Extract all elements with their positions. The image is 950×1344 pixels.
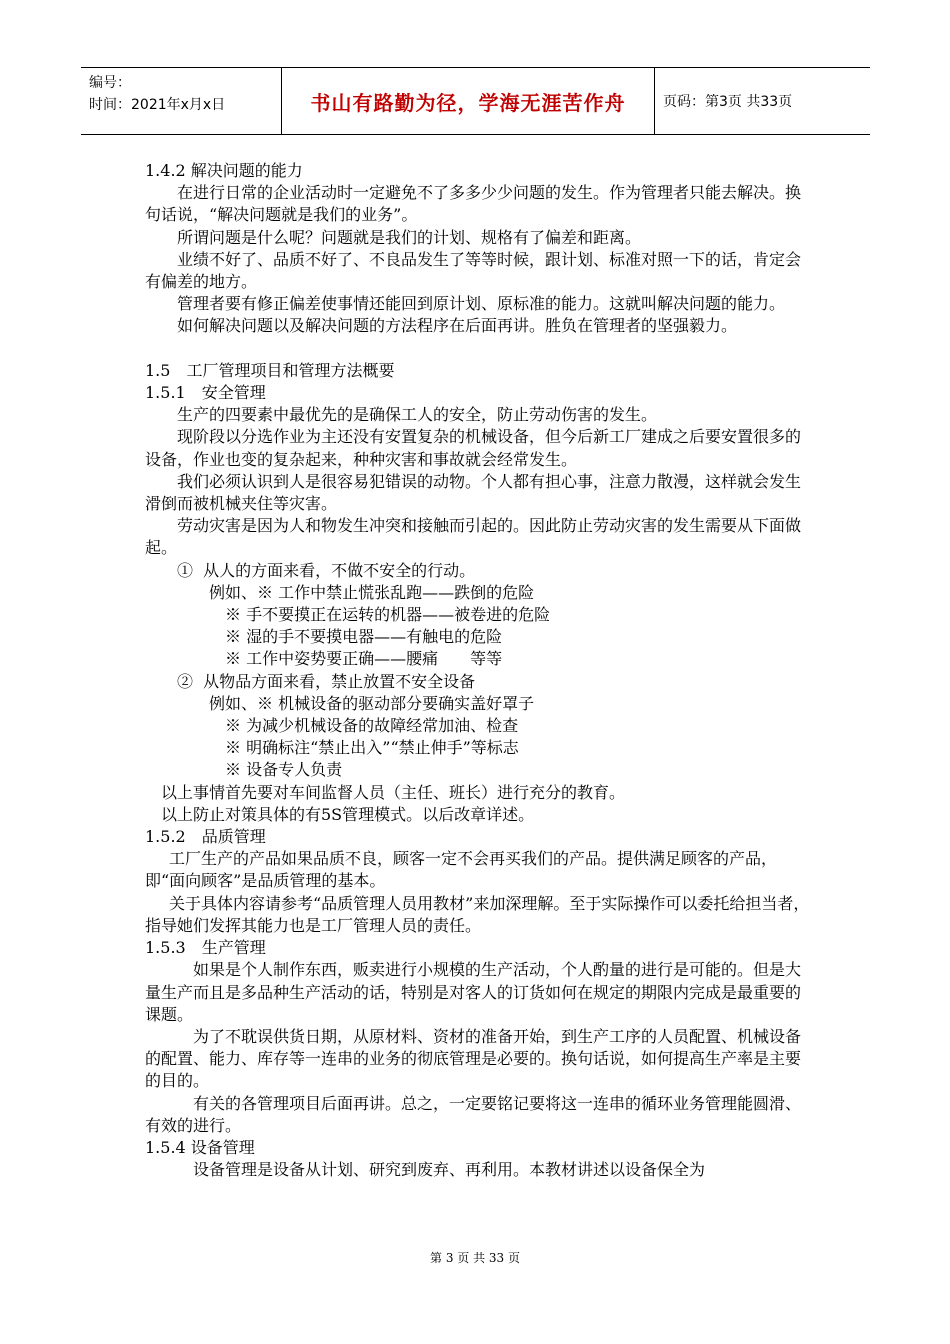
list-item: ※ 工作中姿势要正确——腰痛 等等 xyxy=(225,649,503,669)
header-page-info-cell xyxy=(655,68,870,134)
paragraph: 以上事情首先要对车间监督人员（主任、班长）进行充分的教育。 xyxy=(161,782,626,802)
paragraph: 如何解决问题以及解决问题的方法程序在后面再讲。胜负在管理者的坚强毅力。 xyxy=(177,316,738,336)
list-item: 例如、※ 机械设备的驱动部分要确实盖好罩子 xyxy=(209,693,535,713)
paragraph: 所谓问题是什么呢？问题就是我们的计划、规格有了偏差和距离。 xyxy=(177,227,642,247)
paragraph: 如果是个人制作东西，贩卖进行小规模的生产活动，个人酌量的进行是可能的。但是大量生产而且是多品种生产活动的话，特别是对客人的订货如何在规定的期限内完成是最重要的课题。 xyxy=(145,960,802,1024)
paragraph: 管理者要有修正偏差使事情还能回到原计划、原标准的能力。这就叫解决问题的能力。 xyxy=(177,294,786,314)
header-motto-cell xyxy=(282,68,655,134)
header-motto: 书山有路勤为径，学海无涯苦作舟 xyxy=(310,90,626,115)
list-item: ① 从人的方面来看，不做不安全的行动。 xyxy=(177,560,476,580)
paragraph: 生产的四要素中最优先的是确保工人的安全，防止劳动伤害的发生。 xyxy=(177,405,658,425)
list-item: ※ 设备专人负责 xyxy=(225,760,343,780)
list-item: ※ 为减少机械设备的故障经常加油、检查 xyxy=(225,716,519,736)
header-left-cell xyxy=(81,68,282,134)
document-body xyxy=(145,160,815,1181)
paragraph: 我们必须认识到人是很容易犯错误的动物。个人都有担心事，注意力散漫，这样就会发生滑倒而被机械夹住等灾害。 xyxy=(145,471,802,514)
number-label: 编号： xyxy=(89,75,131,91)
paragraph: 设备管理是设备从计划、研究到废弃、再利用。本教材讲述以设备保全为 xyxy=(193,1160,706,1180)
paragraph: 工厂生产的产品如果品质不良，顾客一定不会再买我们的产品。提供满足顾客的产品，即“面向顾客”是品质管理的基本。 xyxy=(145,849,778,891)
section-heading-1-4-2: 1.4.2 解决问题的能力 xyxy=(145,161,303,180)
paragraph: 业绩不好了、品质不好了、不良品发生了等等时候，跟计划、标准对照一下的话，肯定会有偏差的地方。 xyxy=(145,249,802,292)
list-item: ※ 手不要摸正在运转的机器——被卷进的危险 xyxy=(225,605,551,625)
blank-line xyxy=(145,338,815,360)
paragraph: 关于具体内容请参考“品质管理人员用教材”来加深理解。至于实际操作可以委托给担当者，指导她们发挥其能力也是工厂管理人员的责任。 xyxy=(145,893,810,935)
list-item: ※ 湿的手不要摸电器——有触电的危险 xyxy=(225,627,503,647)
paragraph: 以上防止对策具体的有5S管理模式。以后改章详述。 xyxy=(161,804,535,824)
paragraph: 在进行日常的企业活动时一定避免不了多多少少问题的发生。作为管理者只能去解决。换句话说，“解决问题就是我们的业务”。 xyxy=(145,183,802,225)
list-item: 例如、※ 工作中禁止慌张乱跑——跌倒的危险 xyxy=(209,582,535,602)
paragraph: 为了不耽误供货日期，从原材料、资材的准备开始，到生产工序的人员配置、机械设备的配置、能力、库存等一连串的业务的彻底管理是必要的。换句话说，如何提高生产率是主要的目的。 xyxy=(145,1026,802,1091)
list-item: ② 从物品方面来看，禁止放置不安全设备 xyxy=(177,671,476,691)
section-heading-1-5-1: 1.5.1 安全管理 xyxy=(145,383,266,403)
header-page-info: 页码：第3页 共33页 xyxy=(663,94,793,110)
section-heading-1-5: 1.5 工厂管理项目和管理方法概要 xyxy=(145,360,395,380)
paragraph: 现阶段以分选作业为主还没有安置复杂的机械设备，但今后新工厂建成之后要安置很多的设备，作业也变的复杂起来，种种灾害和事故就会经常发生。 xyxy=(145,427,802,469)
paragraph: 劳动灾害是因为人和物发生冲突和接触而引起的。因此防止劳动灾害的发生需要从下面做起。 xyxy=(145,516,802,558)
time-label: 时间：2021年x月x日 xyxy=(89,97,226,113)
page-header xyxy=(81,67,870,135)
section-heading-1-5-3: 1.5.3 生产管理 xyxy=(145,938,266,958)
section-heading-1-5-2: 1.5.2 品质管理 xyxy=(145,827,266,847)
section-heading-1-5-4: 1.5.4 设备管理 xyxy=(145,1137,255,1157)
paragraph: 有关的各管理项目后面再讲。总之，一定要铭记要将这一连串的循环业务管理能圆滑、有效的进行。 xyxy=(145,1093,802,1135)
page-footer: 第 3 页 共 33 页 xyxy=(430,1251,520,1265)
list-item: ※ 明确标注“禁止出入”“禁止伸手”等标志 xyxy=(225,738,519,758)
